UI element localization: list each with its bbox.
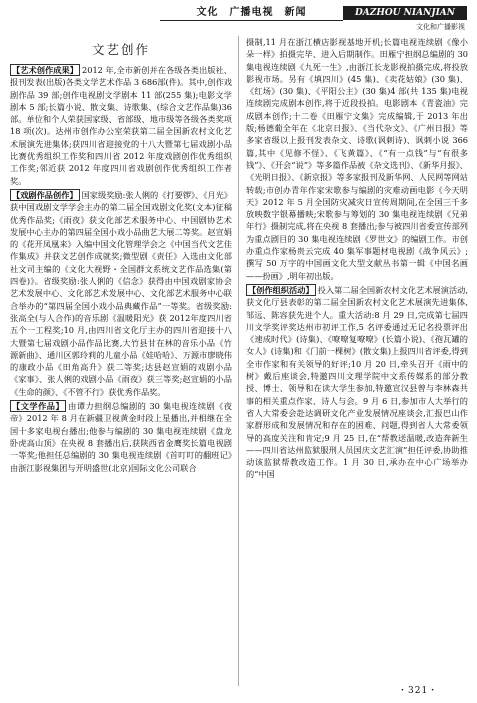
section-tag: 【戏剧作品创作】	[12, 189, 78, 200]
section-tag: 【创作组织活动】	[248, 284, 314, 295]
paragraph-text: 由谭力担纲总编剧的 30 集电视连续剧《夜帝》2012 年 8 月在新疆卫视黄金时段上星播出,并相继在全国十多家电视台播出;他参与编剧的 30 集电视连续剧《盘龙卧虎高山顶》在央视 8 套播出后,获陕西省金鹰奖长篇电视剧一等奖;他担任总编剧的 30 集电视连续剧《首叮叮的翻班记》由浙江影视集团与开明盛世(北京)国际文化公司联合	[10, 401, 232, 473]
paragraph	[10, 400, 232, 474]
paragraph	[246, 36, 468, 282]
paragraph	[10, 64, 232, 187]
page-number: ・321・	[398, 686, 439, 696]
right-column	[246, 36, 468, 483]
paragraph	[246, 284, 468, 481]
section-tag: 【文学作品】	[12, 401, 65, 412]
paragraph-text: 投入第二届全国新农村文化艺术展演活动,获文化厅县表彰的第二届全国新农村文化艺术展演先进集体,邹远、陈容获先进个人。重大活动:8 月 29 日,完成第七届四川文学奖评奖达州市初评工作,5 名评委通过无记名投票评出《速成时代》(诗集)、《嘹嘹复嘹嘹》(长篇小说)、《孢瓦罐的女人》(诗集)和《门前一棵树》(散文集)上报四川省评委,得到全市作家和有关领导的好评;10 月 20 日,牵头召开《雨中的树》戴后座谈会,特邀四川文理学院中文系传媒系的部分教授、博士、领导和在读大学生参加,特邀宣汉县曾与李林森共事的相关重点作家、诗人与会。9 月 6 日,参加市人大举行的省人大常委会赴达调研文化产业发展情况座谈会,汇报巴山作家群形成和发展情况和存在的困难、问题,得到省人大常委领导的高度关注和肯定;9 月 25 日,在“帮教送温暖,改造奔新生——四川省达州监狱服刑人员国庆文艺汇演”担任评委,协助推动该监狱帮教改造工作。1 月 30 日,承办在中心广场举办的“中国	[246, 284, 468, 480]
header-subtitle: 文化和广播影视	[416, 23, 465, 31]
section-tag: 【艺术创作成果】	[12, 65, 79, 75]
paragraph-text: 摄制,11 月在浙江横店影视基地开机;长篇电视连续剧《像小朵一样》拍摄完毕、进入后期制作。田雁宁担纲总编剧的 30 集电视连续剧《九死一生》,由浙江长龙影视拍摄完成,将投放影视市场。另有《填四川》(45 集)、《卖花姑娘》(30 集)、《红场》(30 集)、《平阳公主》(30 集)4 部(共 135 集)电视连续剧完成剧本创作,将于近段投拍。电影剧本《青瓷油》完成剧本创作;十二卷《田雁宁文集》完成编辑,于 2013 年出版;杨德葡全年在《北京日报》、《当代杂文》、《广州日报》等多家省级以上报刊发表杂文、诗歌(讽刺诗)、讽刺小说 366 篇,其中《见修不怪》、《飞黄篇》、《“有一点钱”与“有很多钱”》、《开会“说”》等多篇作品被《杂文选刊》、《新华月报》、《光明日报》、《新京报》等多家报刊及新华网、人民网等网站转载;市创办青年作家宋歌参与编剧的灾难动画电影《今天明天》2012 年 5 月全国防灾减灾日宣传周期间,在全国三千多放映数字银幕播映;宋歌参与筹划的 30 集电视连续剧《兄弟年行》摄制完成,将在央视 8 套播出;参与被四川省委宣传部列为重点剧目的 30 集电视连续剧《罗世文》的编剧工作。市创办重点作家杨贵云完成 40 集军事题材电视剧《战争风云》;撰写 50 万字的中国画文化大型文献丛书第一辑《中国名画——扮画》,明年初出版。	[246, 37, 468, 281]
column-divider	[238, 36, 239, 686]
header-brand: DAZHOU NIANJIAN	[343, 6, 467, 20]
page-title: 文艺创作	[91, 42, 150, 57]
paragraph	[10, 189, 232, 398]
header-section: 文化 广播电视 新闻	[196, 7, 307, 18]
paragraph-text: 国家级奖励:张人俐的《打要锣》、《月光》获中国戏剧文学学会主办的第二届全国戏剧文化奖(文本)征稿优秀作品奖;《雨夜》获文化部艺术服务中心、中国剧协艺术发展中心主办的第四届全国小戏小品曲艺大展二等奖。赵宣娟的《花开凤凰来》入编中国文化管理学会之《中国当代文艺佳作集成》并获文艺创作成就奖;微型剧《责任》入选由文化部社文司主编的《文化大视野・全国群文系统文艺作品选集(第四卷)》。省级奖励:张人俐的《信念》获得由中国戏剧家协会艺术发展中心、文化部艺术发展中心、文化部艺术服务中心联合举办的“第四届全国小戏小品典藏作品”一等奖。省级奖励:张高全(与人合作)的音乐剧《温暖阳光》获 2012年度四川省五个一工程奖;10 月,由四川省文化厅主办的四川省迎接十八大暨第七届戏剧小品作品比赛,大竹县甘在林的音乐小品《竹源新曲》、通川区郭玲莉的儿童小品《娃哈哈》、万源市廖晓伟的康政小品《田角高升》获二等奖;达县赵宣娟的戏剧小品《家事》、张人俐的戏剧小品《雨夜》获三等奖;赵宣娟的小品《生命的颜》、《不管不行》获优秀作品奖。	[10, 189, 232, 397]
paragraph-text: 2012 年,全市新创并在各级各类出版社、报刊发表(出版)各类文学艺术作品 3 686部(件)。其中,创作戏剧作品 39 部;创作电视剧文学剧本 11 部(255 集);电影文学剧本 5 部;长篇小说、散文集、诗歌集、(综合文艺作品集)36 部。单位和个人荣获国家级、省部级、地市级等各级各类奖项 18 项(次)。达州市创作办公室荣获第二届全国新农村文化艺术展演先进集体;获四川省迎接党的十八大暨第七届戏剧小品比赛优秀组织工作奖和四川省 2012 年度戏剧创作优秀组织工作奖;邻近获 2012 年度四川省戏剧创作优秀组织工作者奖。	[10, 65, 232, 186]
header-rule	[160, 6, 343, 21]
left-column	[10, 64, 232, 476]
